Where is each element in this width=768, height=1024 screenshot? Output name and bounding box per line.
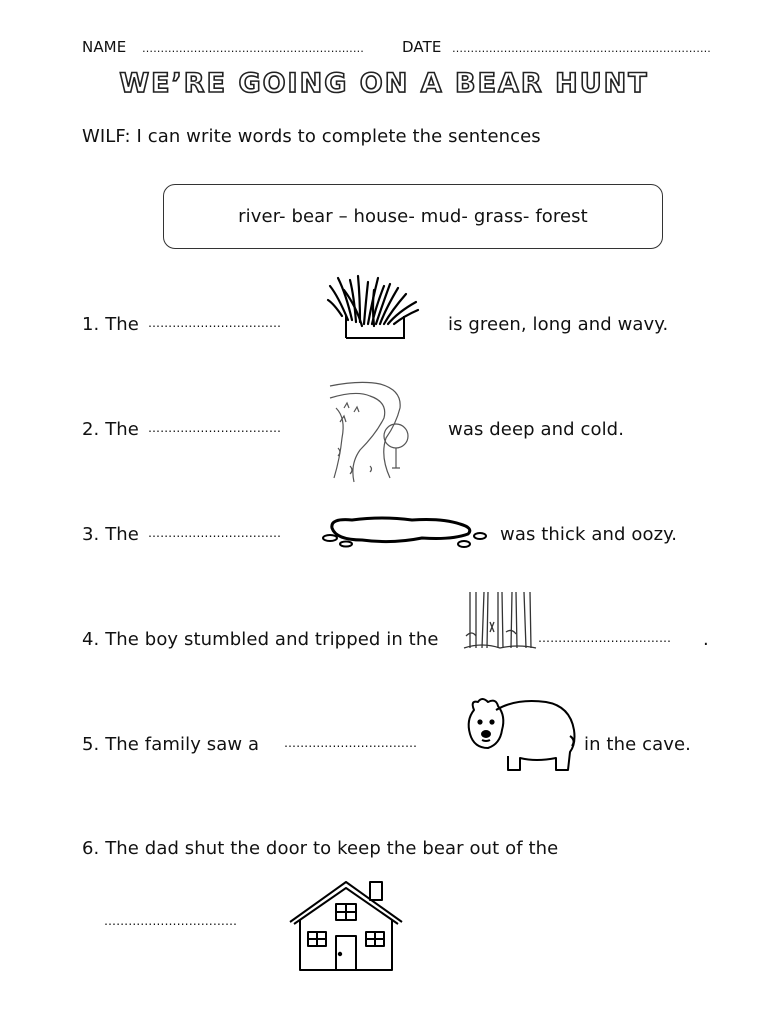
name-label: NAME: [82, 38, 127, 56]
question-6-blank[interactable]: ……………………………: [104, 914, 238, 928]
question-3-suffix: was thick and oozy.: [500, 524, 678, 545]
question-4-blank[interactable]: ……………………………: [538, 631, 672, 645]
river-icon: [330, 378, 422, 486]
bear-icon: [466, 696, 578, 778]
question-5-suffix: in the cave.: [584, 734, 691, 755]
date-label: DATE: [402, 38, 442, 56]
date-blank[interactable]: …………………………………………………………….: [452, 42, 711, 55]
mud-icon: [322, 514, 490, 552]
question-6-prefix: 6. The dad shut the door to keep the bear out of the: [82, 838, 559, 859]
question-1-prefix: 1. The: [82, 314, 139, 335]
page-title: WE’RE GOING ON A BEAR HUNT: [119, 68, 649, 99]
name-blank[interactable]: ……………………………………………………: [142, 42, 364, 55]
house-icon: [288, 880, 406, 978]
forest-icon: [464, 592, 536, 656]
question-2-blank[interactable]: ……………………………: [148, 421, 282, 435]
word-bank-box: [163, 184, 663, 249]
question-2-prefix: 2. The: [82, 419, 139, 440]
question-4-suffix: .: [703, 629, 709, 650]
question-5-blank[interactable]: ……………………………: [284, 736, 418, 750]
question-1-blank[interactable]: ……………………………: [148, 316, 282, 330]
question-4-prefix: 4. The boy stumbled and tripped in the: [82, 629, 439, 650]
question-5-prefix: 5. The family saw a: [82, 734, 260, 755]
question-3-blank[interactable]: ……………………………: [148, 526, 282, 540]
wilf-objective: WILF: I can write words to complete the sentences: [82, 126, 541, 147]
question-1-suffix: is green, long and wavy.: [448, 314, 669, 335]
question-3-prefix: 3. The: [82, 524, 139, 545]
word-bank-text: river- bear – house- mud- grass- forest: [238, 206, 588, 227]
grass-icon: [328, 276, 420, 344]
question-2-suffix: was deep and cold.: [448, 419, 625, 440]
